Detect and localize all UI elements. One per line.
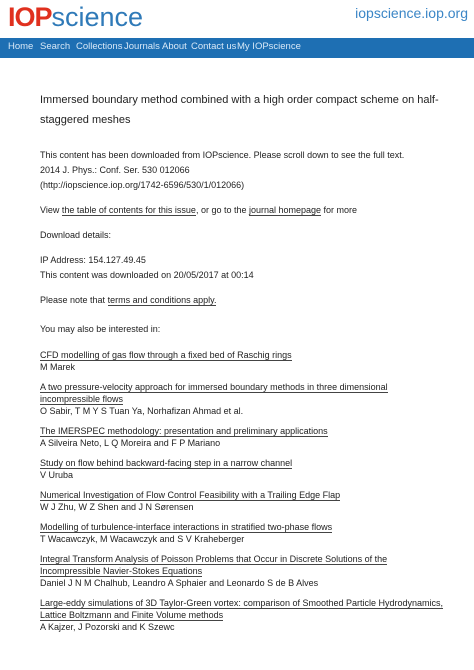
view-middle: , or go to the bbox=[195, 205, 249, 215]
nav-search[interactable]: Search bbox=[40, 41, 71, 52]
paper-title: Immersed boundary method combined with a high order compact scheme on half-staggered meshes bbox=[40, 94, 439, 126]
terms-link[interactable]: terms and conditions apply. bbox=[107, 295, 217, 305]
related-article bbox=[40, 597, 450, 633]
site-url-link[interactable]: iopscience.iop.org bbox=[355, 5, 468, 21]
toc-link[interactable]: the table of contents for this issue bbox=[61, 205, 196, 215]
page-content bbox=[40, 90, 450, 633]
related-article bbox=[40, 553, 450, 589]
iopscience-logo[interactable] bbox=[8, 2, 143, 37]
related-article bbox=[40, 425, 450, 449]
logo-iop-text: IOP bbox=[8, 2, 52, 32]
view-suffix: for more bbox=[321, 205, 358, 215]
related-article bbox=[40, 521, 450, 545]
nav-home[interactable]: Home bbox=[8, 41, 34, 52]
also-interested-heading: You may also be interested in: bbox=[40, 324, 161, 334]
nav-my-iopscience[interactable]: My IOPscience bbox=[237, 41, 301, 52]
download-details-heading: Download details: bbox=[40, 230, 112, 240]
site-header bbox=[0, 0, 474, 38]
terms-note bbox=[40, 293, 450, 308]
related-article-title[interactable]: Large-eddy simulations of 3D Taylor-Green vortex: comparison of Smoothed Particle Hydrodynamics, Lattice Boltzmann and Finite Volume methods bbox=[40, 598, 444, 620]
related-article-authors: O Sabir, T M Y S Tuan Ya, Norhafizan Ahmad et al. bbox=[40, 406, 244, 416]
nav-about[interactable]: About bbox=[162, 41, 187, 52]
related-article-title[interactable]: The IMERSPEC methodology: presentation and preliminary applications bbox=[40, 426, 328, 436]
downloaded-at: This content was downloaded on 20/05/2017 at 00:14 bbox=[40, 270, 254, 280]
related-article-authors: T Wacawczyk, M Wacawczyk and S V Kraheberger bbox=[40, 534, 245, 544]
nav-bar bbox=[0, 38, 474, 58]
nav-journals[interactable]: Journals bbox=[124, 41, 160, 52]
related-article-title[interactable]: CFD modelling of gas flow through a fixed bed of Raschig rings bbox=[40, 350, 292, 360]
related-article-authors: A Silveira Neto, L Q Moreira and F P Mariano bbox=[40, 438, 221, 448]
view-options bbox=[40, 203, 450, 218]
related-article-authors: W J Zhu, W Z Shen and J N Sørensen bbox=[40, 502, 194, 512]
related-article-authors: Daniel J N M Chalhub, Leandro A Sphaier and Leonardo S de B Alves bbox=[40, 578, 319, 588]
related-article bbox=[40, 381, 450, 417]
view-prefix: View bbox=[40, 205, 62, 215]
related-article-title[interactable]: Numerical Investigation of Flow Control Feasibility with a Trailing Edge Flap bbox=[40, 490, 341, 500]
related-article bbox=[40, 349, 450, 373]
nav-collections[interactable]: Collections bbox=[76, 41, 123, 52]
article-url: (http://iopscience.iop.org/1742-6596/530/1/012066) bbox=[40, 180, 245, 190]
related-article-authors: V Uruba bbox=[40, 470, 74, 480]
related-article-title[interactable]: A two pressure-velocity approach for immersed boundary methods in three dimensional incompressible flows bbox=[40, 382, 388, 404]
related-article-authors: A Kajzer, J Pozorski and K Szewc bbox=[40, 622, 175, 632]
ip-address: IP Address: 154.127.49.45 bbox=[40, 255, 146, 265]
related-article bbox=[40, 489, 450, 513]
related-article-title[interactable]: Integral Transform Analysis of Poisson Problems that Occur in Discrete Solutions of the Incompressible Navier-Stokes Equations bbox=[40, 554, 388, 576]
nav-contact-us[interactable]: Contact us bbox=[191, 41, 237, 52]
citation: 2014 J. Phys.: Conf. Ser. 530 012066 bbox=[40, 165, 190, 175]
downloaded-note: This content has been downloaded from IOPscience. Please scroll down to see the full text. bbox=[40, 150, 405, 160]
logo-science-text: science bbox=[51, 2, 144, 32]
related-article-title[interactable]: Study on flow behind backward-facing step in a narrow channel bbox=[40, 458, 293, 468]
terms-prefix: Please note that bbox=[40, 295, 108, 305]
related-article bbox=[40, 457, 450, 481]
related-article-title[interactable]: Modelling of turbulence-interface interactions in stratified two-phase flows bbox=[40, 522, 333, 532]
journal-homepage-link[interactable]: journal homepage bbox=[248, 205, 322, 215]
related-article-authors: M Marek bbox=[40, 362, 76, 372]
